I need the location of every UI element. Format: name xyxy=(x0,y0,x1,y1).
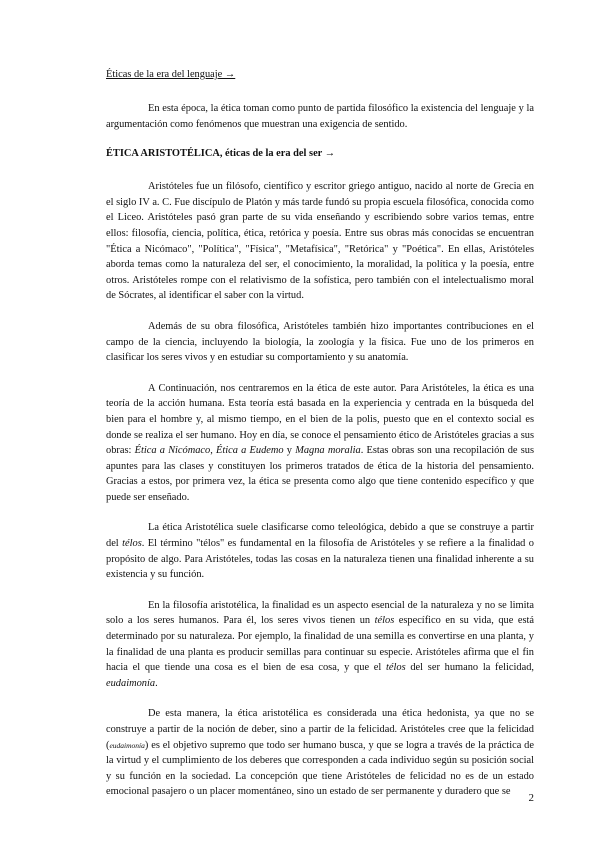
separator: , xyxy=(210,445,217,457)
page-number: 2 xyxy=(528,792,534,804)
intro-paragraph: En esta época, la ética toman como punto de partida filosófico la existencia del lenguaje y la argumentación como fenómenos que muestran una exigencia de sentido. xyxy=(106,103,534,130)
paragraph-3-text-b: . Estas obras son una recopilación de sus apuntes para las clases y constituyen los primeros tratados de ética de la historia del pensamiento. Gracias a estos, por primera vez, la ética se presenta como algo que tiene contenido específico y que puede ser enseñado. xyxy=(106,445,534,503)
work-title-eudemo: Ética a Eudemo xyxy=(216,445,284,457)
paragraph-5-text-a: En la filosofía aristotélica, la finalidad es un aspecto esencial de la naturaleza y no se limita solo a los seres humanos. Para él, los seres vivos tienen un xyxy=(106,599,534,627)
section-title: ÉTICA ARISTOTÉLICA, éticas de la era del ser → xyxy=(106,148,336,160)
term-telos: télos xyxy=(386,662,406,674)
term-telos: télos xyxy=(122,538,142,550)
paragraph-1: Aristóteles fue un filósofo, científico y escritor griego antiguo, nacido al norte de Grecia en el siglo IV a. C. Fue discípulo de Platón y más tarde fundó su propia escuela filosófica, conocida como el Liceo. Aristóteles pasó gran parte de su vida enseñando y escribiendo sobre varios temas, entre ellos: filosofía, ciencia, política, ética, retórica y poesía. Entre sus obras más conocidas se encuentran "Ética a Nicómaco", "Política", "Física", "Metafísica", "Retórica" y "Poética". En ellas, Aristóteles aborda temas como la naturaleza del ser, el conocimiento, la moralidad, la política y la poesía, entre otros. Aristóteles rompe con el relativismo de la sofística, pero también con el intelectualismo moral de Sócrates, al identificar el saber con la virtud. xyxy=(106,181,534,302)
paragraph-6-text-b: ) es el objetivo supremo que todo ser humano busca, y que se logra a través de la práctica de la virtud y el cumplimiento de los deberes que corresponden a cada individuo según su posición social y su función en la sociedad. La concepción que tiene Aristóteles de felicidad no es de un estado emocional pasajero o un placer momentáneo, sino un estado de ser permanente y duradero que se xyxy=(106,739,534,798)
paragraph-4 xyxy=(106,520,534,582)
paragraph-3 xyxy=(106,381,534,506)
paragraph-4-text-a: La ética Aristotélica suele clasificarse como teleológica, debido a que se construye a partir del xyxy=(106,522,534,550)
term-eudaimonia: eudaimonía xyxy=(106,677,156,689)
paragraph-5 xyxy=(106,598,534,692)
separator: y xyxy=(283,445,296,457)
work-title-nicomaco: Ética a Nicómaco xyxy=(134,445,211,457)
paragraph-5-text-b: específico en su vida, que está determinado por su naturaleza. Por ejemplo, la finalidad de una semilla es convertirse en una planta, y la finalidad de una planta es producir semillas para continuar su especie. Aristóteles afirma que el fin hacia el que tiende una cosa es el bien de esa cosa, y que el xyxy=(106,615,534,674)
term-telos: télos xyxy=(374,615,395,627)
paragraph-5-text-c: del ser humano la felicidad, xyxy=(405,662,534,674)
paragraph-5-text-d: . xyxy=(155,677,158,689)
term-eudaimonia: eudaimonía xyxy=(109,740,145,750)
work-title-magna-moralia: Magna moralia xyxy=(295,445,361,457)
subheading: Éticas de la era del lenguaje → xyxy=(106,69,236,80)
paragraph-6-text-a: De esta manera, la ética aristotélica es considerada una ética hedonista, ya que no se construye a partir de la noción de deber, sino a partir de la felicidad. Aristóteles cree que la felicidad ( xyxy=(106,708,534,751)
paragraph-3-text-a: A Continuación, nos centraremos en la ética de este autor. Para Aristóteles, la ética es una teoría de la acción humana. Esta teoría está basada en la experiencia y centrada en la búsqueda del bien para el hombre y, al mismo tiempo, en el bien de la polis, puesto que en el contexto social es donde se realiza el ser humano. Hoy en día, se conoce el pensamiento ético de Aristóteles gracias a sus obras: xyxy=(106,382,534,457)
paragraph-6 xyxy=(106,706,534,800)
paragraph-2: Además de su obra filosófica, Aristóteles también hizo importantes contribuciones en el campo de la ciencia, incluyendo la biología, la zoología y la física. Fue uno de los primeros en clasificar los seres vivos y en estudiar su comportamiento y su anatomía. xyxy=(106,320,534,364)
paragraph-4-text-b: . El término "télos" es fundamental en la filosofía de Aristóteles y se refiere a la finalidad o propósito de algo. Para Aristóteles, todas las cosas en la naturaleza tienen una finalidad inherente a su existencia y su función. xyxy=(106,538,534,581)
